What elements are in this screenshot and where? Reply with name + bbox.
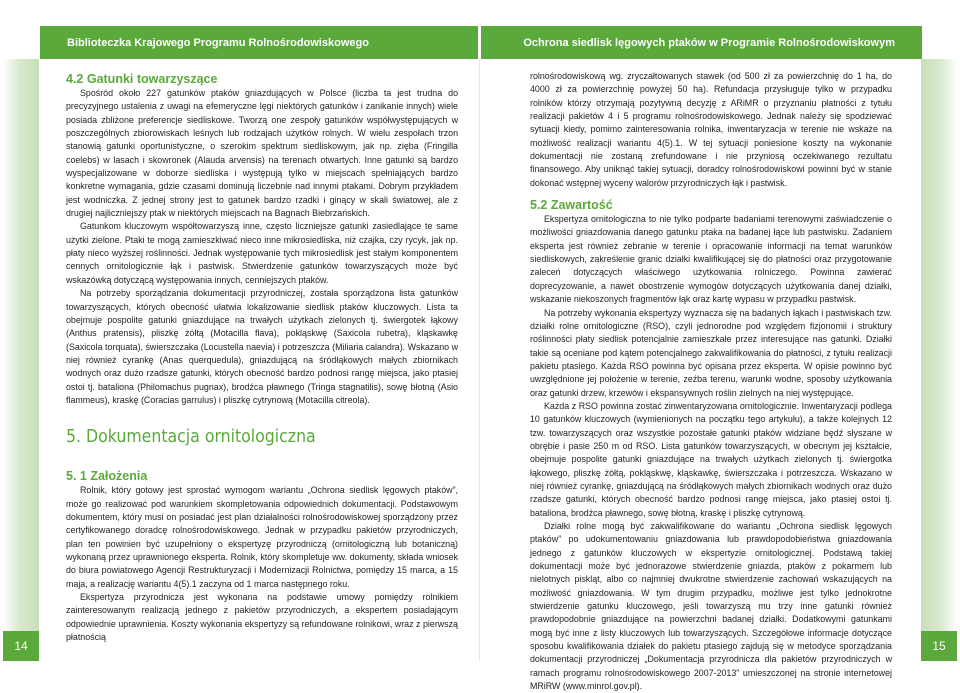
paragraph: Na potrzeby sporządzania dokumentacji przyrodniczej, została sporządzona lista gatunków towarzyszących, których obecność ułatwia lokalizowanie siedlisk ptaków kluczowych. Lista ta obejmuje pospolite gatunki gniazdujące na trwałych użytkach zielonych tj. świergotek łąkowy (Anthus pratensis), pliszkę żółtą (Motacilla flava), pokląskwę (Saxicola rubetra), kląskawkę (Saxicola torquata), świerszczaka (Locustella naevia) i potrzeszcza (Miliaria calandra). Wskazano w niej również cyrankę (Anas querquedula), gniazdującą na śródłąkowych małych zbiornikach wodnych oraz dużo rzadsze gatunki, których obecność bardzo podnosi rangę miejsca, jako ptasiej ostoi tj. bataliona (Philomachus pugnax), brodźca pławnego (Tringa stagnatilis), sowę błotną (Asio flammeus), kraskę (Coracias garrulus) i pliszkę cytrynową (Motacilla citreola). [66,288,458,405]
section-heading-5-2: 5.2 Zawartość [530,198,613,213]
section-heading-5-1: 5. 1 Założenia [66,469,148,484]
paragraph: Działki rolne mogą być zakwalifikowane do wariantu „Ochrona siedlisk lęgowych ptaków” po udokumentowaniu gniazdowania lub prawdopodobieństwa gniazdowania jednego z gatunków kluczowych w ekspertyzie ornitologicznej. Podstawą takiej dokumentacji może być jednorazowe stwierdzenie gniazda, ptaków z pokarmem lub nielotnych piskląt, albo co najmniej dwukrotne stwierdzenie zachowań wskazujących na możliwość gniazdowania. W tym drugim przypadku, możliwe jest tylko jednokrotne stwierdzenie gatunku kluczowego, jeśli towarzyszą mu trzy inne gatunki również prawdopodobnie gniazdujące na powierzchni badanej działki. Dodatkowymi gatunkami mogą być inne z listy kluczowych lub towarzyszących. Szczegółowe informacje dotyczące sposobu kwalifikowania działek do pakietu ptasiego zajdują się w metodyce sporządzania dokumentacji przyrodniczej „Dokumentacja przyrodnicza dla pakietów przyrodniczych w ramach programu rolnośrodowiskowego 2007-2013” umieszczonej na stronie internetowej MRiRW (www.minrol.gov.pl). [530,521,892,692]
right-column [530,70,892,693]
page-number-left: 14 [3,631,39,661]
header-right-title: Ochrona siedlisk lęgowych ptaków w Programie Rolnośrodowiskowym [481,26,922,59]
chapter-heading-5: 5. Dokumentacja ornitologiczna [66,427,316,448]
header-left-title: Biblioteczka Krajowego Programu Rolnośrodowiskowego [40,26,478,59]
paragraph: Spośród około 227 gatunków ptaków gniazdujących w Polsce (liczba ta jest trudna do precyzyjnego ustalenia z uwagi na efemeryczne lęgi niektórych gatunków i zanikanie innych) wiele posiada zbliżone preferencje siedliskowe. Tworzą one zespoły gatunków współwystępujących w poszczególnych zbiorowiskach leśnych lub rodzajach użytków rolnych. W wielu zespołach trzon stanowią gatunki oportunistyczne, o szerokim spektrum siedliskowym, jak np. zięba (Fringilla coelebs) w lasach i skowronek (Alauda arvensis) na terenach otwartych. Inne gatunki są bardzo wyspecjalizowane w doborze siedliska i występują tylko w miejscach spełniających bardzo konkretne wymagania, gdzie czasami dominują liczebnie nad innymi ptakami. Dobrym przykładem jest wodniczka. Z jednej strony jest to gatunek bardzo rzadki i ginący w skali światowej, ale z drugiej najliczniejszy ptak w niektórych miejscach na Bagnach Biebrzańskich. [66,88,458,219]
right-margin-strip [921,59,957,631]
left-column [66,70,458,644]
paragraph: Na potrzeby wykonania ekspertyzy wyznacza się na badanych łąkach i pastwiskach tzw. działki rolne ornitologiczne (RSO), czyli jednorodne pod względem fizjonomii i struktury roślinności płaty siedlisk potencjalnie zamieszkałe przez interesujące nas gatunki. Działki takie są oceniane pod kątem potencjalnego zakwalifikowania do płatności, z tytułu realizacji pakietu ptasiego. Każda RSO powinna być opisana przez eksperta. W opisie powinno być uwzględnione jej położenie w terenie, zeźba terenu, warunki wodne, sposoby użytkowania oraz gatunki drzew, krzewów i ekspansywnych roślin zielnych na niej występujące. [530,307,892,398]
paragraph: Ekspertyza ornitologiczna to nie tylko podparte badaniami terenowymi zaświadczenie o możliwości gniazdowania danego gatunku ptaka na badanej łące lub pastwisku. Zadaniem eksperta jest również zebranie w terenie i opracowanie informacji na temat warunków siedliskowych, zakreślenie granic działki kwalifikującej się do płatności oraz przygotowanie zaleceń dotyczących właściwego użytkowania rolniczego. Powinna zawierać doprecyzowanie, a nawet obostrzenie wymogów dotyczących użytkowania danej działki, wskazanie niekoszonych fragmentów łąk oraz kartę wypasu w przypadku pastwisk. [530,214,892,305]
paragraph: Ekspertyza przyrodnicza jest wykonana na podstawie umowy pomiędzy rolnikiem zainteresowanym realizacją jednego z pakietów przyrodniczych, a ekspertem posiadającym odpowiednie uprawnienia. Koszty wykonania ekspertyzy są refundowane rolnikowi, wraz z pierwszą płatnością [66,592,458,643]
page-divider [479,60,480,660]
paragraph: Każda z RSO powinna zostać zinwentaryzowana ornitologicznie. Inwentaryzacji podlega 10 gatunków kluczowych (wymienionych na początku tego artykułu), a także kolejnych 12 tzw. towarzyszących oraz wszystkie pozostałe gatunki ptaków widziane będź słyszane w obrębie i pasie 250 m od RSO. Lista gatunków towarzyszących, w obecnym jej kształcie, obejmuje pospolite gatunki gniazdujące na trwałych użytkach zielonych tj. świergotka łąkowego, pliszkę żółtą, pokląskwę, kląskawkę, świerszczaka i potrzeszcza. Wskazano w niej również cyrankę, gniazdującą na śródłąkowych małych zbiornikach wodnych oraz dużo rzadsze gatunki, których obecność bardzo podnosi rangę miejsca, jako ptasiej ostoi tj. bataliona, brodźca pławnego, sowę błotną, kraskę i pliszkę cytrynową. [530,400,892,518]
paragraph: Rolnik, który gotowy jest sprostać wymogom wariantu „Ochrona siedlisk lęgowych ptaków”, może go realizować pod warunkiem skompletowania odpowiednich dokumentacji. Podstawowym dokumentem, który musi on posiadać jest plan działalności rolnośrodowiskowej sporządzony przez certyfikowanego doradcę rolnośrodowiskowego. Jednak w przypadku pakietów przyrodniczych, plan ten powinien być uzupełniony o ekspertyzę przyrodniczą (ornitologiczną lub botaniczną) wykonaną przez uprawnionego eksperta. Rolnik, który skompletuje ww. dokumenty, składa wniosek do biura powiatowego Agencji Restrukturyzacji i Modernizacji Rolnictwa, pomiędzy 15 marca, a 15 maja, a realizację wariantu 4(5).1 zaczyna od 1 marca następnego roku. [66,485,458,589]
paragraph: rolnośrodowiskową wg. zryczałtowanych stawek (od 500 zł za powierzchnię do 1 ha, do 4000 zł za powierzchnię powyżej 50 ha). Refundacja przysługuje tylko w przypadku rolników którzy otrzymają pozytywną decyzję z ARiMR o przyznaniu płatności z tytułu realizacji pakietów 4 i 5 programu rolnośrodowiskowego. Jednak należy się spodziewać sytuacji kiedy, pomimo zainteresowania rolnika, inwentaryzacja w terenie nie wskaże na możliwość realizacji wariantu 4(5).1. W tej sytuacji poniesione koszty na wykonanie dokumentacji nie zostaną zrefundowane i nie przyniosą oczekiwanego rezultatu finansowego. Aby uniknąć takiej sytuacji, doradcy rolnośrodowiskowi powinni być w stanie dokonać wstępnej wyceny walorów przyrodniczych łąk i pastwisk. [530,71,892,188]
section-heading-4-2: 4.2 Gatunki towarzyszące [66,72,218,86]
left-margin-strip [3,59,39,631]
page-number-right: 15 [921,631,957,661]
paragraph: Gatunkom kluczowym współtowarzyszą inne, często liczniejsze gatunki zasiedlające te same użytki zielone. Ptaki te mogą zamieszkiwać nieco inne mikrosiedliska, niż czajka, czy rycyk, jak np. płaty nieco wyższej roślinności. Jednak występowanie tych mikrosiedlisk jest stałym komponentem cennych ornitologicznie łąk i pastwisk. Stwierdzenie gatunków towarzyszących może być wskazówką dotyczącą występowania innych, cenniejszych ptaków. [66,221,458,285]
